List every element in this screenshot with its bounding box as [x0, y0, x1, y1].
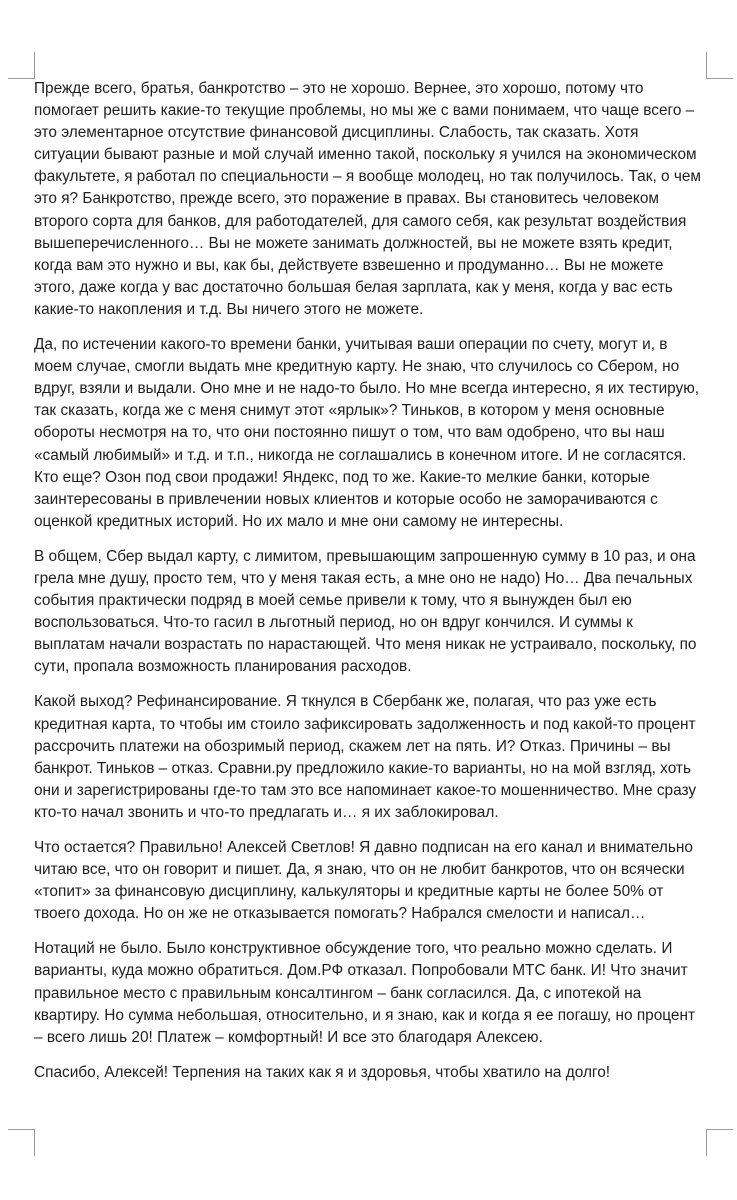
document-body[interactable] — [34, 78, 706, 1097]
page-corner-bottom-right — [706, 1129, 733, 1156]
paragraph-7: Спасибо, Алексей! Терпения на таких как я и здоровья, чтобы хватило на долго! — [34, 1063, 611, 1081]
page-corner-top-left — [8, 52, 35, 79]
page-corner-bottom-left — [8, 1129, 35, 1156]
paragraph-6: Нотаций не было. Было конструктивное обсуждение того, что реально можно сделать. И варианты, куда можно обратиться. Дом.РФ отказал. Попробовали МТС банк. И! Что значит правильное место с правильным консалтингом – банк согласился. Да, с ипотекой на квартиру. Но сумма небольшая, относительно, и я знаю, как и когда я ее погашу, но процент – всего лишь 20! Платеж – комфортный! И все это благодаря Алексею. — [34, 940, 696, 1046]
paragraph-1: Прежде всего, братья, банкротство – это не хорошо. Вернее, это хорошо, потому что помогает решить какие-то текущие проблемы, но мы же с вами понимаем, что чаще всего – это элементарное отсутствие финансовой дисциплины. Слабость, так сказать. Хотя ситуации бывают разные и мой случай именно такой, поскольку я учился на экономическом факультете, я работал по специальности – я вообще молодец, но так получилось. Так, о чем это я? Банкротство, прежде всего, это поражение в правах. Вы становитесь человеком второго сорта для банков, для работодателей, для самого себя, как результат воздействия вышеперечисленного… Вы не можете занимать должностей, вы не можете взять кредит, когда вам это нужно и вы, как бы, действуете взвешенно и продуманно… Вы не можете этого, даже когда у вас достаточно большая белая зарплата, как у меня, когда у вас есть какие-то накопления и т.д. Вы ничего этого не можете. — [34, 80, 702, 318]
paragraph-5: Что остается? Правильно! Алексей Светлов! Я давно подписан на его канал и внимательно читаю все, что он говорит и пишет. Да, я знаю, что он не любит банкротов, что он всячески «топит» за финансовую дисциплину, калькуляторы и кредитные карты не более 50% от твоего дохода. Но он же не отказывается помогать? Набрался смелости и написал… — [34, 839, 693, 923]
paragraph-3: В общем, Сбер выдал карту, с лимитом, превышающим запрошенную сумму в 10 раз, и она грела мне душу, просто тем, что у меня такая есть, а мне оно не надо) Но… Два печальных события практически подряд в моей семье привели к тому, что я вынужден был ею воспользоваться. Что-то гасил в льготный период, но он вдруг кончился. И суммы к выплатам начали возрастать по нарастающей. Что меня никак не устраивало, поскольку, по сути, пропала возможность планирования расходов. — [34, 547, 697, 676]
paragraph-2: Да, по истечении какого-то времени банки, учитывая ваши операции по счету, могут и, в моем случае, смогли выдать мне кредитную карту. Не знаю, что случилось со Сбером, но вдруг, взяли и выдали. Оно мне и не надо-то было. Но мне всегда интересно, я их тестирую, так сказать, когда же с меня снимут этот «ярлык»? Тиньков, в котором у меня основные обороты несмотря на то, что они постоянно пишут о том, что вам одобрено, что вы наш «самый любимый» и т.д. и т.п., никогда не соглашались в конечном итоге. И не согласятся. Кто еще? Озон под свои продажи! Яндекс, под то же. Какие-то мелкие банки, которые заинтересованы в привлечении новых клиентов и которые особо не заморачиваются с оценкой кредитных историй. Но их мало и мне они самому не интересны. — [34, 336, 700, 530]
paragraph-4: Какой выход? Рефинансирование. Я ткнулся в Сбербанк же, полагая, что раз уже есть кредитная карта, то чтобы им стоило зафиксировать задолженность и под какой-то процент рассрочить платежи на обозримый период, скажем лет на пять. И? Отказ. Причины – вы банкрот. Тиньков – отказ. Сравни.ру предложило какие-то варианты, но на мой взгляд, хоть они и зарегистрированы где-то там это все напоминает какое-то мошенничество. Мне сразу кто-то начал звонить и что-то предлагать и… я их заблокировал. — [34, 693, 697, 821]
page-corner-top-right — [706, 52, 733, 79]
